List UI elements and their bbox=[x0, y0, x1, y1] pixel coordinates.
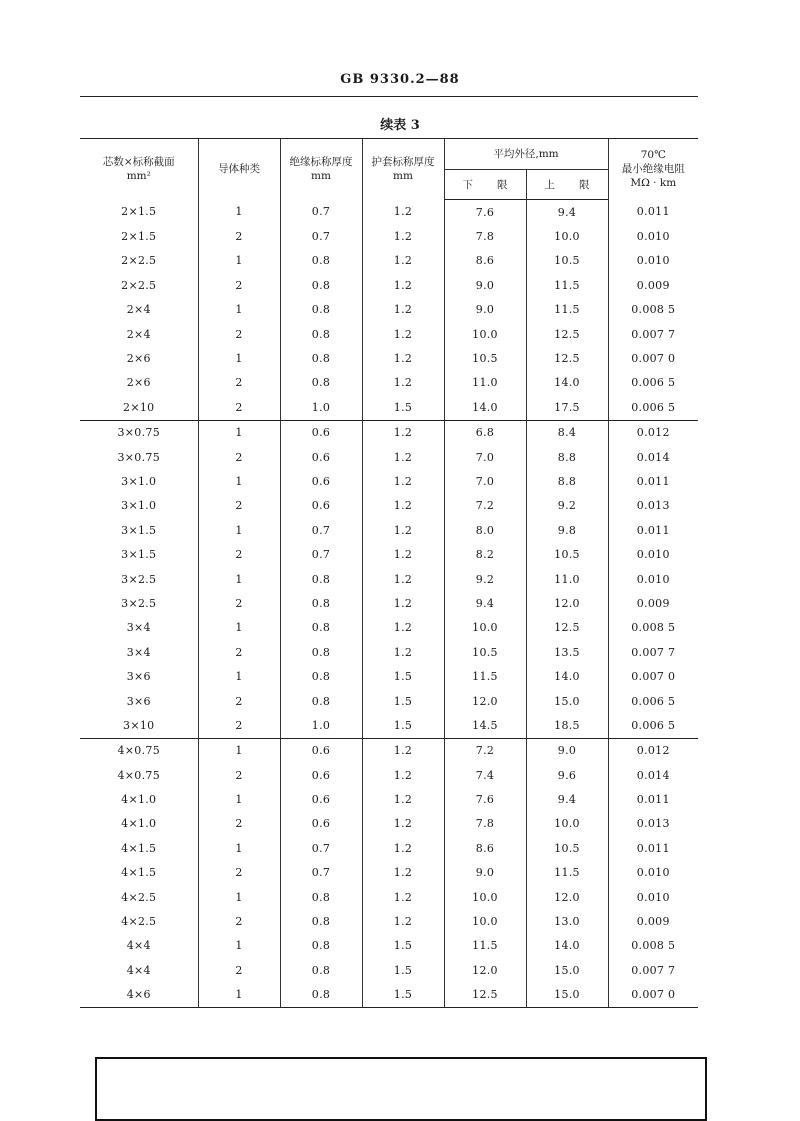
cell-insulation-resistance: 0.008 5 bbox=[608, 616, 698, 640]
cell-conductor-type: 2 bbox=[198, 713, 280, 738]
cell-sheath-thickness: 1.2 bbox=[362, 200, 444, 225]
cell-diameter-upper: 9.6 bbox=[526, 763, 608, 787]
cell-diameter-lower: 9.0 bbox=[444, 861, 526, 885]
header-resistance-line1: 70℃ bbox=[640, 149, 666, 162]
table-row bbox=[80, 249, 698, 273]
table-row bbox=[80, 322, 698, 346]
cell-diameter-upper: 9.0 bbox=[526, 738, 608, 763]
table-row bbox=[80, 934, 698, 958]
header-lower-char2: 限 bbox=[497, 178, 508, 191]
cell-diameter-lower: 10.0 bbox=[444, 885, 526, 909]
cell-diameter-upper: 14.0 bbox=[526, 371, 608, 395]
table-row bbox=[80, 958, 698, 982]
table-row bbox=[80, 371, 698, 395]
cell-diameter-upper: 9.4 bbox=[526, 787, 608, 811]
cell-sheath-thickness: 1.2 bbox=[362, 542, 444, 566]
table-row bbox=[80, 420, 698, 445]
cell-diameter-lower: 9.2 bbox=[444, 567, 526, 591]
cell-sheath-thickness: 1.2 bbox=[362, 861, 444, 885]
cell-diameter-lower: 10.0 bbox=[444, 322, 526, 346]
table-row bbox=[80, 346, 698, 370]
cell-diameter-upper: 12.0 bbox=[526, 591, 608, 615]
cell-insulation-thickness: 0.6 bbox=[280, 420, 362, 445]
cell-insulation-resistance: 0.011 bbox=[608, 469, 698, 493]
cell-conductor-type: 2 bbox=[198, 445, 280, 469]
cell-sheath-thickness: 1.2 bbox=[362, 224, 444, 248]
table-row bbox=[80, 224, 698, 248]
table-row bbox=[80, 273, 698, 297]
table-row bbox=[80, 861, 698, 885]
table-row bbox=[80, 395, 698, 420]
cell-diameter-upper: 9.8 bbox=[526, 518, 608, 542]
cell-cores-section: 4×4 bbox=[126, 963, 151, 977]
cell-insulation-thickness: 0.8 bbox=[280, 640, 362, 664]
cell-cores-section: 3×2.5 bbox=[121, 596, 157, 610]
table-row bbox=[80, 787, 698, 811]
cell-diameter-upper: 10.5 bbox=[526, 542, 608, 566]
cell-cores-section: 3×2.5 bbox=[121, 572, 157, 586]
cell-cores-section: 3×0.75 bbox=[117, 426, 160, 440]
cell-insulation-thickness: 0.8 bbox=[280, 249, 362, 273]
cell-conductor-type: 1 bbox=[198, 616, 280, 640]
header-average-diameter bbox=[444, 139, 608, 170]
cell-diameter-upper: 9.2 bbox=[526, 494, 608, 518]
cell-diameter-lower: 7.8 bbox=[444, 224, 526, 248]
cell-sheath-thickness: 1.5 bbox=[362, 934, 444, 958]
cell-insulation-resistance: 0.007 0 bbox=[608, 346, 698, 370]
cell-sheath-thickness: 1.2 bbox=[362, 567, 444, 591]
cell-diameter-lower: 11.5 bbox=[444, 934, 526, 958]
cell-conductor-type: 1 bbox=[198, 885, 280, 909]
table-row bbox=[80, 909, 698, 933]
cell-cores-section: 4×2.5 bbox=[121, 890, 157, 904]
cell-conductor-type: 2 bbox=[198, 224, 280, 248]
cell-cores-section: 4×1.0 bbox=[121, 817, 157, 831]
cell-conductor-type: 1 bbox=[198, 249, 280, 273]
header-cores-section bbox=[80, 139, 198, 200]
header-lower-char1: 下 bbox=[462, 178, 473, 191]
cell-conductor-type: 1 bbox=[198, 420, 280, 445]
cell-diameter-lower: 8.6 bbox=[444, 836, 526, 860]
cell-sheath-thickness: 1.2 bbox=[362, 273, 444, 297]
cell-conductor-type: 2 bbox=[198, 909, 280, 933]
cell-sheath-thickness: 1.2 bbox=[362, 494, 444, 518]
cell-insulation-thickness: 0.7 bbox=[280, 836, 362, 860]
cell-insulation-resistance: 0.006 5 bbox=[608, 689, 698, 713]
cell-insulation-resistance: 0.010 bbox=[608, 885, 698, 909]
cell-insulation-resistance: 0.006 5 bbox=[608, 371, 698, 395]
cell-insulation-thickness: 0.8 bbox=[280, 909, 362, 933]
table-row bbox=[80, 983, 698, 1008]
cell-insulation-resistance: 0.010 bbox=[608, 567, 698, 591]
cell-conductor-type: 1 bbox=[198, 934, 280, 958]
cell-diameter-upper: 11.5 bbox=[526, 273, 608, 297]
table-row bbox=[80, 885, 698, 909]
cell-cores-section: 2×1.5 bbox=[121, 205, 157, 219]
cell-insulation-thickness: 0.8 bbox=[280, 958, 362, 982]
cell-cores-section: 3×4 bbox=[126, 645, 151, 659]
table-header bbox=[80, 139, 698, 200]
cell-sheath-thickness: 1.2 bbox=[362, 787, 444, 811]
cell-sheath-thickness: 1.2 bbox=[362, 346, 444, 370]
cell-conductor-type: 2 bbox=[198, 494, 280, 518]
cell-insulation-resistance: 0.010 bbox=[608, 542, 698, 566]
cell-conductor-type: 2 bbox=[198, 640, 280, 664]
cell-insulation-resistance: 0.014 bbox=[608, 445, 698, 469]
table-row bbox=[80, 713, 698, 738]
cell-sheath-thickness: 1.2 bbox=[362, 420, 444, 445]
cell-insulation-resistance: 0.007 7 bbox=[608, 640, 698, 664]
table-row bbox=[80, 738, 698, 763]
cell-sheath-thickness: 1.2 bbox=[362, 738, 444, 763]
cell-diameter-upper: 10.5 bbox=[526, 249, 608, 273]
cell-diameter-lower: 7.4 bbox=[444, 763, 526, 787]
header-rule bbox=[80, 96, 698, 97]
cell-insulation-resistance: 0.013 bbox=[608, 494, 698, 518]
cell-insulation-thickness: 1.0 bbox=[280, 713, 362, 738]
header-sheath-thickness bbox=[362, 139, 444, 200]
cell-cores-section: 4×2.5 bbox=[121, 915, 157, 929]
cell-diameter-lower: 7.8 bbox=[444, 812, 526, 836]
cell-insulation-thickness: 0.6 bbox=[280, 812, 362, 836]
cell-diameter-lower: 9.0 bbox=[444, 298, 526, 322]
cell-insulation-thickness: 0.6 bbox=[280, 738, 362, 763]
cell-sheath-thickness: 1.2 bbox=[362, 322, 444, 346]
cell-insulation-resistance: 0.007 7 bbox=[608, 958, 698, 982]
cell-diameter-lower: 7.0 bbox=[444, 469, 526, 493]
cell-diameter-upper: 12.0 bbox=[526, 885, 608, 909]
cell-cores-section: 3×10 bbox=[80, 713, 198, 738]
header-insulation-line1: 绝缘标称厚度 bbox=[289, 156, 353, 169]
header-conductor-type bbox=[198, 139, 280, 200]
cell-sheath-thickness: 1.2 bbox=[362, 885, 444, 909]
cell-diameter-upper: 15.0 bbox=[526, 689, 608, 713]
table-row bbox=[80, 616, 698, 640]
cell-insulation-resistance: 0.009 bbox=[608, 591, 698, 615]
cell-diameter-upper: 14.0 bbox=[526, 664, 608, 688]
cell-sheath-thickness: 1.2 bbox=[362, 249, 444, 273]
cell-conductor-type: 2 bbox=[198, 689, 280, 713]
table-row bbox=[80, 640, 698, 664]
cell-conductor-type: 1 bbox=[198, 518, 280, 542]
cell-insulation-resistance: 0.010 bbox=[608, 224, 698, 248]
cell-insulation-resistance: 0.011 bbox=[608, 836, 698, 860]
cell-insulation-resistance: 0.011 bbox=[608, 787, 698, 811]
cell-cores-section: 3×1.0 bbox=[121, 474, 157, 488]
cell-cores-section: 3×6 bbox=[126, 694, 151, 708]
cell-diameter-lower: 9.0 bbox=[444, 273, 526, 297]
table-row bbox=[80, 469, 698, 493]
header-insulation-line2: mm bbox=[311, 170, 331, 183]
cell-diameter-upper: 13.0 bbox=[526, 909, 608, 933]
header-cores-section-line2: mm² bbox=[126, 170, 151, 183]
cell-insulation-thickness: 0.7 bbox=[280, 518, 362, 542]
header-resistance-line2: 最小绝缘电阻 bbox=[621, 163, 685, 176]
cell-diameter-upper: 17.5 bbox=[526, 395, 608, 420]
table-row bbox=[80, 445, 698, 469]
cell-sheath-thickness: 1.5 bbox=[362, 983, 444, 1008]
cell-sheath-thickness: 1.2 bbox=[362, 640, 444, 664]
cell-insulation-resistance: 0.012 bbox=[608, 738, 698, 763]
cell-insulation-thickness: 0.7 bbox=[280, 224, 362, 248]
cell-insulation-resistance: 0.009 bbox=[608, 909, 698, 933]
cell-diameter-upper: 8.8 bbox=[526, 469, 608, 493]
cell-diameter-lower: 7.6 bbox=[444, 200, 526, 225]
cell-cores-section: 3×4 bbox=[126, 621, 151, 635]
cell-diameter-lower: 7.2 bbox=[444, 494, 526, 518]
cell-conductor-type: 2 bbox=[198, 861, 280, 885]
table-row bbox=[80, 200, 698, 225]
cell-insulation-thickness: 0.6 bbox=[280, 445, 362, 469]
cell-insulation-thickness: 0.8 bbox=[280, 371, 362, 395]
header-average-diameter-label: 平均外径,mm bbox=[493, 148, 559, 160]
cell-conductor-type: 2 bbox=[198, 322, 280, 346]
header-upper-char1: 上 bbox=[544, 178, 555, 191]
header-upper-limit bbox=[526, 170, 608, 200]
cell-insulation-resistance: 0.008 5 bbox=[608, 934, 698, 958]
cell-diameter-upper: 13.5 bbox=[526, 640, 608, 664]
cell-cores-section: 4×1.5 bbox=[121, 866, 157, 880]
cell-diameter-upper: 12.5 bbox=[526, 322, 608, 346]
table-row bbox=[80, 591, 698, 615]
cell-conductor-type: 1 bbox=[198, 469, 280, 493]
cell-insulation-thickness: 0.7 bbox=[280, 542, 362, 566]
cell-conductor-type: 1 bbox=[198, 787, 280, 811]
header-cores-section-line1: 芯数×标称截面 bbox=[102, 156, 175, 169]
cell-conductor-type: 2 bbox=[198, 958, 280, 982]
cell-conductor-type: 2 bbox=[198, 273, 280, 297]
cell-diameter-lower: 14.0 bbox=[444, 395, 526, 420]
cell-diameter-upper: 8.8 bbox=[526, 445, 608, 469]
cell-insulation-resistance: 0.009 bbox=[608, 273, 698, 297]
cell-diameter-upper: 12.5 bbox=[526, 616, 608, 640]
cell-cores-section: 2×1.5 bbox=[121, 230, 157, 244]
cell-diameter-lower: 9.4 bbox=[444, 591, 526, 615]
cell-cores-section: 2×6 bbox=[126, 376, 151, 390]
cell-sheath-thickness: 1.2 bbox=[362, 591, 444, 615]
cell-cores-section: 3×1.5 bbox=[121, 548, 157, 562]
cell-diameter-upper: 11.0 bbox=[526, 567, 608, 591]
cell-sheath-thickness: 1.2 bbox=[362, 836, 444, 860]
cell-cores-section: 3×1.0 bbox=[121, 499, 157, 513]
cell-cores-section: 2×10 bbox=[80, 395, 198, 420]
cell-diameter-upper: 14.0 bbox=[526, 934, 608, 958]
cell-sheath-thickness: 1.2 bbox=[362, 445, 444, 469]
cell-diameter-upper: 9.4 bbox=[526, 200, 608, 225]
cell-insulation-thickness: 0.8 bbox=[280, 591, 362, 615]
cell-cores-section: 2×2.5 bbox=[121, 278, 157, 292]
header-conductor-type-label: 导体种类 bbox=[218, 163, 260, 176]
cell-insulation-thickness: 1.0 bbox=[280, 395, 362, 420]
cell-cores-section: 4×0.75 bbox=[117, 744, 160, 758]
footer-frame bbox=[95, 1057, 707, 1121]
cell-conductor-type: 2 bbox=[198, 542, 280, 566]
cell-diameter-upper: 10.0 bbox=[526, 812, 608, 836]
cell-diameter-lower: 11.5 bbox=[444, 664, 526, 688]
cell-sheath-thickness: 1.2 bbox=[362, 298, 444, 322]
cell-conductor-type: 2 bbox=[198, 763, 280, 787]
cell-diameter-lower: 10.5 bbox=[444, 640, 526, 664]
cell-insulation-thickness: 0.6 bbox=[280, 494, 362, 518]
table-row bbox=[80, 689, 698, 713]
cell-diameter-lower: 6.8 bbox=[444, 420, 526, 445]
cell-cores-section: 3×6 bbox=[126, 670, 151, 684]
cell-sheath-thickness: 1.2 bbox=[362, 812, 444, 836]
cell-insulation-thickness: 0.8 bbox=[280, 689, 362, 713]
cell-diameter-lower: 7.2 bbox=[444, 738, 526, 763]
header-resistance-line3: MΩ · km bbox=[630, 177, 677, 190]
header-upper-char2: 限 bbox=[579, 178, 590, 191]
cell-diameter-lower: 8.2 bbox=[444, 542, 526, 566]
cell-insulation-resistance: 0.010 bbox=[608, 861, 698, 885]
cell-diameter-lower: 10.0 bbox=[444, 616, 526, 640]
table-row bbox=[80, 542, 698, 566]
cell-diameter-upper: 12.5 bbox=[526, 346, 608, 370]
table-row bbox=[80, 664, 698, 688]
header-insulation-thickness bbox=[280, 139, 362, 200]
cell-conductor-type: 1 bbox=[198, 567, 280, 591]
table-row bbox=[80, 836, 698, 860]
cell-cores-section: 3×1.5 bbox=[121, 523, 157, 537]
cell-diameter-upper: 11.5 bbox=[526, 298, 608, 322]
cell-insulation-thickness: 0.8 bbox=[280, 664, 362, 688]
cell-insulation-thickness: 0.6 bbox=[280, 469, 362, 493]
cell-insulation-thickness: 0.6 bbox=[280, 763, 362, 787]
cell-conductor-type: 2 bbox=[198, 591, 280, 615]
cable-spec-table bbox=[80, 138, 698, 1008]
cell-insulation-resistance: 0.007 7 bbox=[608, 322, 698, 346]
cell-diameter-lower: 12.0 bbox=[444, 958, 526, 982]
cell-conductor-type: 1 bbox=[198, 346, 280, 370]
cell-insulation-thickness: 0.8 bbox=[280, 934, 362, 958]
table-row bbox=[80, 518, 698, 542]
cell-sheath-thickness: 1.2 bbox=[362, 469, 444, 493]
header-lower-limit bbox=[444, 170, 526, 200]
table-row bbox=[80, 567, 698, 591]
cell-diameter-upper: 8.4 bbox=[526, 420, 608, 445]
cell-insulation-resistance: 0.008 5 bbox=[608, 298, 698, 322]
cell-cores-section: 2×4 bbox=[126, 327, 151, 341]
cell-conductor-type: 1 bbox=[198, 298, 280, 322]
cell-conductor-type: 1 bbox=[198, 200, 280, 225]
cell-insulation-resistance: 0.007 0 bbox=[608, 983, 698, 1008]
cell-diameter-lower: 8.6 bbox=[444, 249, 526, 273]
cell-insulation-resistance: 0.006 5 bbox=[608, 395, 698, 420]
cell-diameter-upper: 11.5 bbox=[526, 861, 608, 885]
cell-insulation-thickness: 0.6 bbox=[280, 787, 362, 811]
cell-sheath-thickness: 1.5 bbox=[362, 958, 444, 982]
cell-insulation-thickness: 0.8 bbox=[280, 346, 362, 370]
cell-cores-section: 4×4 bbox=[126, 939, 151, 953]
cell-insulation-thickness: 0.8 bbox=[280, 273, 362, 297]
header-insulation-resistance bbox=[608, 139, 698, 200]
cell-conductor-type: 1 bbox=[198, 983, 280, 1008]
cell-insulation-resistance: 0.006 5 bbox=[608, 713, 698, 738]
cell-conductor-type: 1 bbox=[198, 836, 280, 860]
cell-diameter-lower: 10.0 bbox=[444, 909, 526, 933]
cell-insulation-thickness: 0.7 bbox=[280, 200, 362, 225]
cell-diameter-lower: 12.5 bbox=[444, 983, 526, 1008]
cell-insulation-resistance: 0.007 0 bbox=[608, 664, 698, 688]
cell-diameter-upper: 15.0 bbox=[526, 983, 608, 1008]
table-row bbox=[80, 298, 698, 322]
cell-cores-section: 4×6 bbox=[80, 983, 198, 1008]
cell-sheath-thickness: 1.5 bbox=[362, 689, 444, 713]
cell-diameter-lower: 14.5 bbox=[444, 713, 526, 738]
cell-insulation-thickness: 0.8 bbox=[280, 616, 362, 640]
table-row bbox=[80, 494, 698, 518]
table-body bbox=[80, 200, 698, 1008]
cell-conductor-type: 1 bbox=[198, 738, 280, 763]
cell-sheath-thickness: 1.5 bbox=[362, 713, 444, 738]
cell-insulation-resistance: 0.011 bbox=[608, 518, 698, 542]
table-row bbox=[80, 763, 698, 787]
cell-sheath-thickness: 1.2 bbox=[362, 909, 444, 933]
cell-diameter-lower: 11.0 bbox=[444, 371, 526, 395]
cell-sheath-thickness: 1.5 bbox=[362, 664, 444, 688]
cell-insulation-resistance: 0.012 bbox=[608, 420, 698, 445]
cell-insulation-thickness: 0.8 bbox=[280, 983, 362, 1008]
cell-insulation-resistance: 0.013 bbox=[608, 812, 698, 836]
document-header-title: GB 9330.2—88 bbox=[340, 72, 460, 87]
header-sheath-line1: 护套标称厚度 bbox=[371, 156, 435, 169]
cell-cores-section: 2×4 bbox=[126, 303, 151, 317]
cell-cores-section: 4×1.5 bbox=[121, 841, 157, 855]
cell-cores-section: 4×0.75 bbox=[117, 768, 160, 782]
cell-diameter-lower: 10.5 bbox=[444, 346, 526, 370]
cell-conductor-type: 1 bbox=[198, 664, 280, 688]
cell-insulation-thickness: 0.8 bbox=[280, 885, 362, 909]
cell-insulation-resistance: 0.014 bbox=[608, 763, 698, 787]
cell-cores-section: 4×1.0 bbox=[121, 793, 157, 807]
cell-insulation-resistance: 0.011 bbox=[608, 200, 698, 225]
table-row bbox=[80, 812, 698, 836]
cell-sheath-thickness: 1.2 bbox=[362, 518, 444, 542]
cell-conductor-type: 2 bbox=[198, 395, 280, 420]
cell-insulation-thickness: 0.8 bbox=[280, 322, 362, 346]
cell-sheath-thickness: 1.2 bbox=[362, 763, 444, 787]
cell-diameter-upper: 10.0 bbox=[526, 224, 608, 248]
cell-insulation-thickness: 0.8 bbox=[280, 298, 362, 322]
cell-sheath-thickness: 1.5 bbox=[362, 395, 444, 420]
cell-insulation-thickness: 0.7 bbox=[280, 861, 362, 885]
table-caption: 续表 3 bbox=[380, 118, 420, 133]
cell-diameter-lower: 7.6 bbox=[444, 787, 526, 811]
cell-diameter-upper: 10.5 bbox=[526, 836, 608, 860]
cell-cores-section: 2×2.5 bbox=[121, 254, 157, 268]
cell-diameter-lower: 8.0 bbox=[444, 518, 526, 542]
cell-conductor-type: 2 bbox=[198, 371, 280, 395]
cell-diameter-lower: 12.0 bbox=[444, 689, 526, 713]
cell-diameter-upper: 18.5 bbox=[526, 713, 608, 738]
header-sheath-line2: mm bbox=[393, 170, 413, 183]
cell-insulation-thickness: 0.8 bbox=[280, 567, 362, 591]
cell-cores-section: 3×0.75 bbox=[117, 450, 160, 464]
cell-conductor-type: 2 bbox=[198, 812, 280, 836]
cell-insulation-resistance: 0.010 bbox=[608, 249, 698, 273]
cell-cores-section: 2×6 bbox=[126, 352, 151, 366]
cell-diameter-upper: 15.0 bbox=[526, 958, 608, 982]
cell-diameter-lower: 7.0 bbox=[444, 445, 526, 469]
cell-sheath-thickness: 1.2 bbox=[362, 371, 444, 395]
cell-sheath-thickness: 1.2 bbox=[362, 616, 444, 640]
